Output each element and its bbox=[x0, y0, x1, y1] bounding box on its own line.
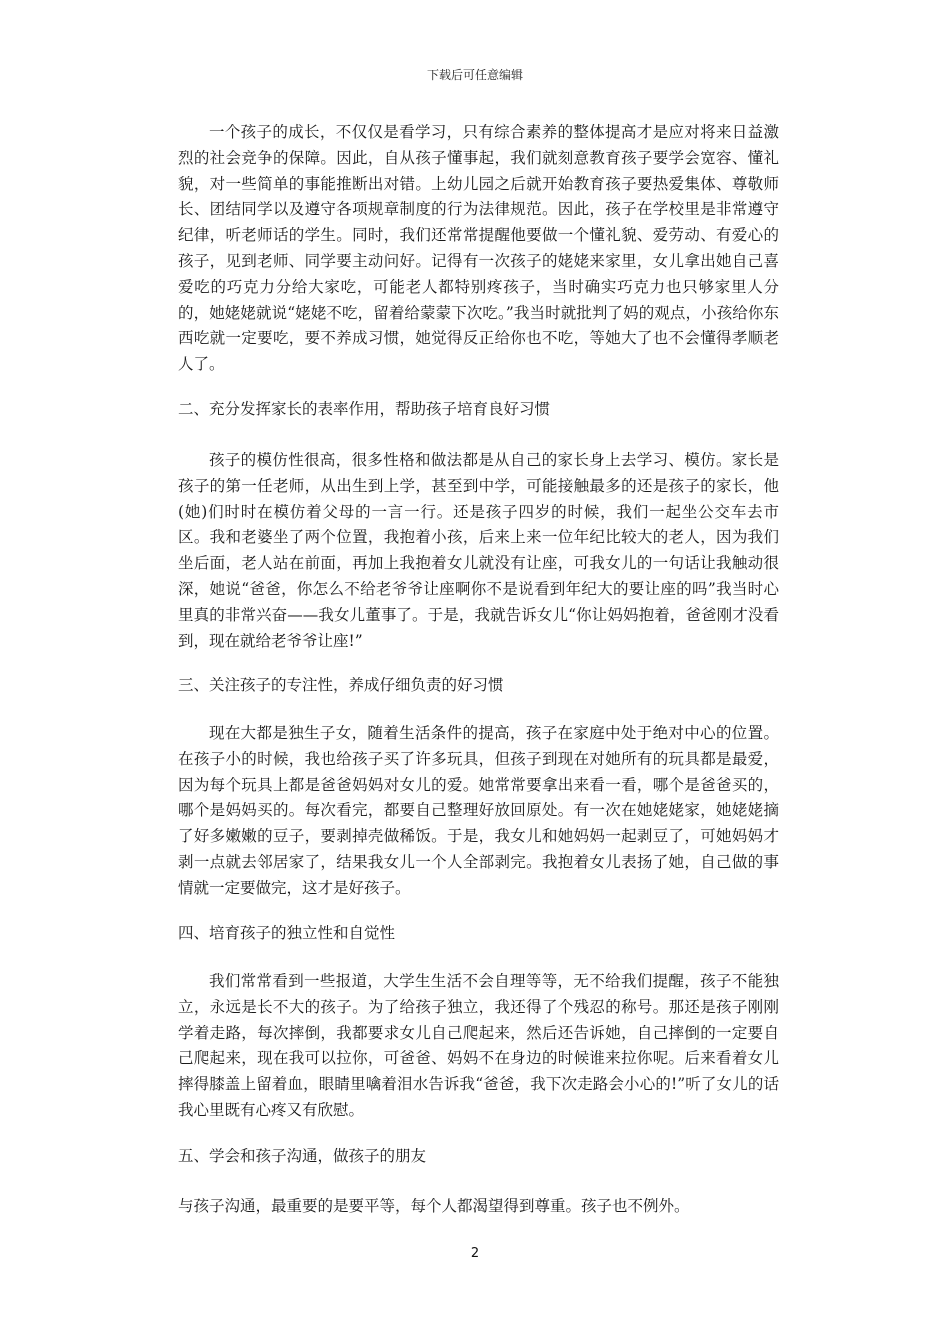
paragraph-section-5 bbox=[178, 1194, 779, 1220]
page-header: 下载后可任意编辑 bbox=[426, 68, 523, 82]
paragraph-section-4 bbox=[178, 969, 779, 1124]
section-heading-4 bbox=[178, 921, 779, 947]
heading-text: 四、培育孩子的独立性和自觉性 bbox=[178, 924, 396, 942]
body-paragraph: 我们常常看到一些报道，大学生生活不会自理等等，无不给我们提醒，孩子不能独立，永远是长不大的孩子。为了给孩子独立，我还得了个残忍的称号。那还是孩子刚刚学着走路，每次摔倒，我都要求女儿自己爬起来，然后还告诉她，自己摔倒的一定要自己爬起来，现在我可以拉你，可爸爸、妈妈不在身边的时候谁来拉你呢。后来看着女儿摔得膝盖上留着血，眼睛里噙着泪水告诉我“爸爸，我下次走路会小心的!”听了女儿的话我心里既有心疼又有欣慰。 bbox=[178, 972, 779, 1119]
paragraph-intro bbox=[178, 120, 779, 378]
paragraph-section-2 bbox=[178, 448, 779, 654]
body-paragraph: 与孩子沟通，最重要的是要平等，每个人都渴望得到尊重。孩子也不例外。 bbox=[178, 1197, 690, 1215]
body-paragraph: 现在大都是独生子女，随着生活条件的提高，孩子在家庭中处于绝对中心的位置。在孩子小的时候，我也给孩子买了许多玩具，但孩子到现在对她所有的玩具都是最爱，因为每个玩具上都是爸爸妈妈对女儿的爱。她常常要拿出来看一看，哪个是爸爸买的，哪个是妈妈买的。每次看完，都要自己整理好放回原处。有一次在她姥姥家，她姥姥摘了好多嫩嫩的豆子，要剥掉壳做稀饭。于是，我女儿和她妈妈一起剥豆了，可她妈妈才剥一点就去邻居家了，结果我女儿一个人全部剥完。我抱着女儿表扬了她，自己做的事情就一定要做完，这才是好孩子。 bbox=[178, 724, 779, 897]
paragraph-section-3 bbox=[178, 721, 779, 902]
page-number: 2 bbox=[470, 1246, 480, 1261]
section-heading-5 bbox=[178, 1144, 779, 1170]
heading-text: 五、学会和孩子沟通，做孩子的朋友 bbox=[178, 1147, 427, 1165]
heading-text: 二、充分发挥家长的表率作用，帮助孩子培育良好习惯 bbox=[178, 400, 551, 418]
section-heading-2 bbox=[178, 397, 779, 423]
heading-text: 三、关注孩子的专注性，养成仔细负责的好习惯 bbox=[178, 676, 504, 694]
body-paragraph: 孩子的模仿性很高，很多性格和做法都是从自己的家长身上去学习、模仿。家长是孩子的第一任老师，从出生到上学，甚至到中学，可能接触最多的还是孩子的家长，他(她)们时时在模仿着父母的一言一行。还是孩子四岁的时候，我们一起坐公交车去市区。我和老婆坐了两个位置，我抱着小孩，后来上来一位年纪比较大的老人，因为我们坐后面，老人站在前面，再加上我抱着女儿就没有让座，可我女儿的一句话让我触动很深，她说“爸爸，你怎么不给老爷爷让座啊你不是说看到年纪大的要让座的吗”我当时心里真的非常兴奋——我女儿董事了。于是，我就告诉女儿“你让妈妈抱着，爸爸刚才没看到，现在就给老爷爷让座!” bbox=[178, 451, 779, 650]
section-heading-3 bbox=[178, 673, 779, 699]
body-paragraph: 一个孩子的成长，不仅仅是看学习，只有综合素养的整体提高才是应对将来日益激烈的社会竞争的保障。因此，自从孩子懂事起，我们就刻意教育孩子要学会宽容、懂礼貌，对一些简单的事能推断出对错。上幼儿园之后就开始教育孩子要热爱集体、尊敬师长、团结同学以及遵守各项规章制度的行为法律规范。因此，孩子在学校里是非常遵守纪律，听老师话的学生。同时，我们还常常提醒他要做一个懂礼貌、爱劳动、有爱心的孩子，见到老师、同学要主动问好。记得有一次孩子的姥姥来家里，女儿拿出她自己喜爱吃的巧克力分给大家吃，可能老人都特别疼孩子，当时确实巧克力也只够家里人分的，她姥姥就说“姥姥不吃，留着给蒙蒙下次吃。”我当时就批判了妈的观点，小孩给你东西吃就一定要吃，要不养成习惯，她觉得反正给你也不吃，等她大了也不会懂得孝顺老人了。 bbox=[178, 123, 779, 374]
